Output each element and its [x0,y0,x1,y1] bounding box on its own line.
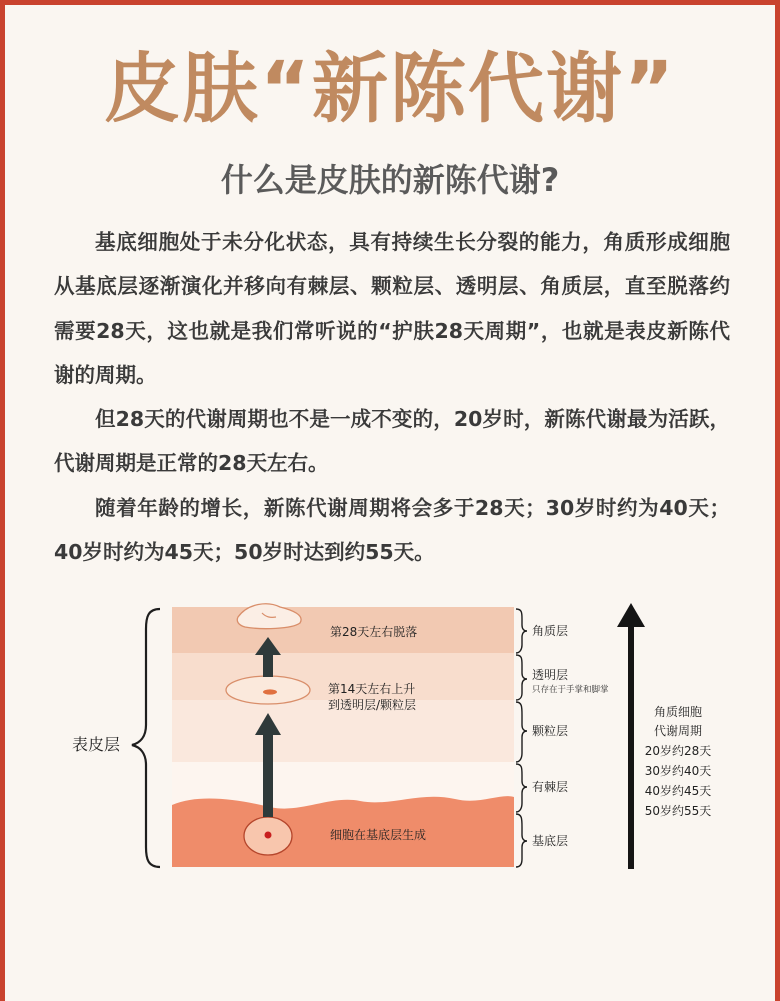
layer-name-lucidum: 透明层 [532,668,569,682]
basal-cell-nucleus [265,832,272,839]
epidermis-brace [132,609,160,867]
stage-rise-line1: 第14天左右上升 [328,682,416,696]
intro-text [54,220,730,574]
arrow-shaft-upper [263,655,273,677]
stage-shed: 第28天左右脱落 [330,625,418,639]
cycle-item: 50岁约55天 [644,804,712,818]
paragraph: 随着年龄的增长，新陈代谢周期将会多于28天；30岁时约为40天；40岁时约为45天；50岁时达到约55天。 [54,495,730,565]
brace-stratum-corneum [516,609,527,653]
cycle-arrow-shaft [628,625,634,869]
brace-stratum-lucidum [516,655,527,700]
page-subtitle: 什么是皮肤的新陈代谢? [220,161,560,199]
layer-note-lucidum: 只存在于手掌和脚掌 [532,685,609,695]
brace-stratum-basale [516,814,527,867]
epidermis-label: 表皮层 [72,735,121,754]
layer-name-granulosum: 颗粒层 [532,724,569,738]
arrow-shaft-lower [263,735,273,817]
stage-rise-line2: 到透明层/颗粒层 [328,698,417,712]
rising-cell-nucleus [263,689,277,694]
paragraph: 基底细胞处于未分化状态，具有持续生长分裂的能力，角质形成细胞从基底层逐渐演化并移向有棘层、颗粒层、透明层、角质层，直至脱落约需要28天，这也就是我们常听说的“护肤28天周期”，也就是表皮新陈代谢的周期。 [54,230,730,387]
cycle-arrow-head [617,603,645,627]
cycle-item: 20岁约28天 [644,744,712,758]
stage-born: 细胞在基底层生成 [330,828,427,842]
layer-name-spinosum: 有棘层 [532,780,569,794]
cycle-item: 40岁约45天 [644,784,712,798]
cycle-heading-2: 代谢周期 [653,724,703,738]
layer-name-corneum: 角质层 [532,624,569,638]
paragraph: 但28天的代谢周期也不是一成不变的，20岁时，新陈代谢最为活跃，代谢周期是正常的28天左右。 [54,407,730,476]
cycle-item: 30岁约40天 [644,764,712,778]
cycle-heading-1: 角质细胞 [653,705,703,719]
brace-stratum-spinosum [516,764,527,812]
page-title: 皮肤“新陈代谢” [104,44,676,133]
skin-layer-diagram [0,595,780,885]
brace-stratum-granulosum [516,702,527,762]
layer-name-basale: 基底层 [532,834,569,848]
